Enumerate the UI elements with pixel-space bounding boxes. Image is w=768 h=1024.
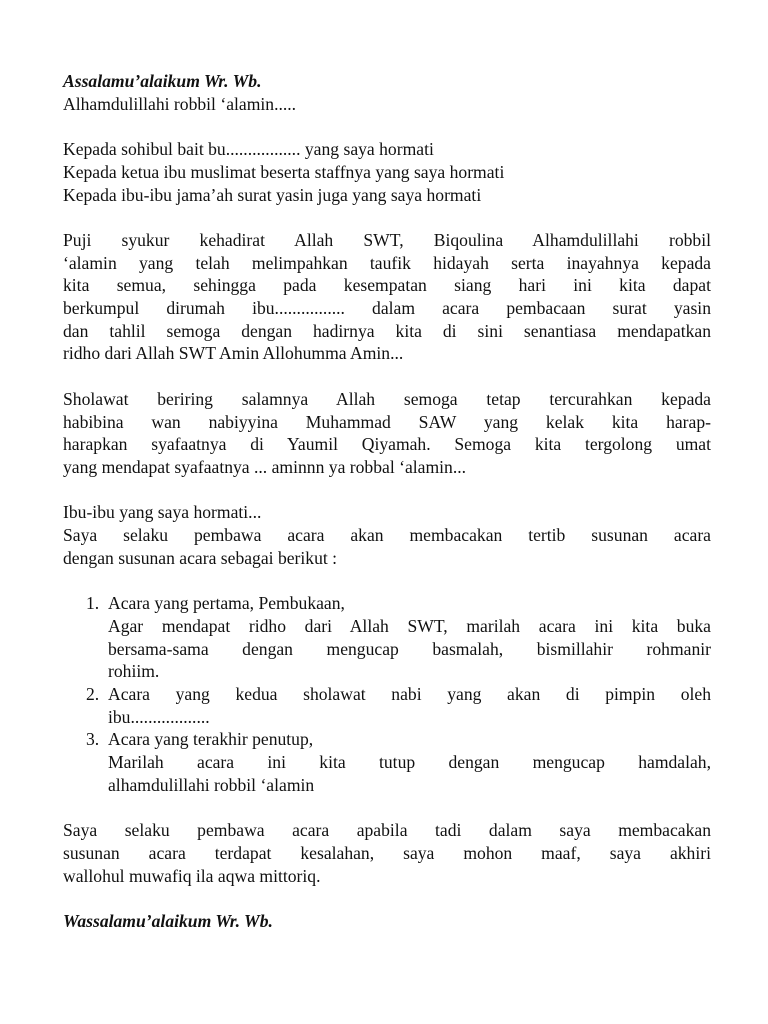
paragraph-line: yang mendapat syafaatnya ... aminnn ya robbal ‘alamin... (63, 456, 467, 477)
agenda-list (63, 592, 711, 796)
closing-salam: Wassalamu’alaikum Wr. Wb. (63, 910, 273, 931)
address-line: Ibu-ibu yang saya hormati... (63, 502, 262, 523)
paragraph-line: harapkan syafaatnya di Yaumil Qiyamah. Semoga kita tergolong umat (63, 434, 711, 455)
agenda-item (63, 592, 711, 683)
paragraph-line: wallohul muwafiq ila aqwa mittoriq. (63, 865, 321, 886)
paragraph-introduction (63, 501, 711, 569)
greeting-line: Kepada ketua ibu muslimat beserta staffnya yang saya hormati (63, 161, 505, 182)
paragraph-sholawat (63, 388, 711, 479)
agenda-line: rohiim. (108, 661, 160, 682)
paragraph-line: ‘alamin yang telah melimpahkan taufik hidayah serta inayahnya kepada (63, 252, 711, 273)
agenda-title: Acara yang terakhir penutup, (108, 729, 314, 750)
opening-block (63, 70, 711, 115)
greeting-line: Kepada sohibul bait bu................. yang saya hormati (63, 139, 434, 160)
paragraph-line: dengan susunan acara sebagai berikut : (63, 547, 338, 568)
agenda-line: Acara yang kedua sholawat nabi yang akan di pimpin oleh (108, 683, 711, 704)
opening-hamdalah: Alhamdulillahi robbil ‘alamin..... (63, 93, 297, 114)
agenda-title: Acara yang pertama, Pembukaan, (108, 593, 345, 614)
agenda-line: alhamdulillahi robbil ‘alamin (108, 774, 315, 795)
paragraph-line: habibina wan nabiyyina Muhammad SAW yang kelak kita harap- (63, 411, 711, 432)
agenda-number: 1. (86, 593, 100, 614)
agenda-item (63, 728, 711, 796)
paragraph-line: susunan acara terdapat kesalahan, saya mohon maaf, saya akhiri (63, 842, 711, 863)
closing-block (63, 910, 711, 933)
paragraph-line: Puji syukur kehadirat Allah SWT, Biqoulina Alhamdulillahi robbil (63, 229, 711, 250)
agenda-line: ibu.................. (108, 706, 210, 727)
opening-salam: Assalamu’alaikum Wr. Wb. (63, 71, 262, 91)
paragraph-line: ridho dari Allah SWT Amin Allohumma Amin... (63, 343, 404, 364)
paragraph-apology (63, 819, 711, 887)
agenda-number: 3. (86, 729, 100, 750)
greetings-block (63, 138, 711, 206)
paragraph-line: berkumpul dirumah ibu................ dalam acara pembacaan surat yasin (63, 298, 711, 318)
agenda-line: Marilah acara ini kita tutup dengan mengucap hamdalah, (108, 752, 711, 773)
paragraph-line: Saya selaku pembawa acara apabila tadi dalam saya membacakan (63, 820, 711, 841)
paragraph-line: kita semua, sehingga pada kesempatan siang hari ini kita dapat (63, 275, 711, 296)
agenda-item (63, 683, 711, 728)
agenda-line: Agar mendapat ridho dari Allah SWT, marilah acara ini kita buka (108, 615, 711, 636)
agenda-line: bersama-sama dengan mengucap basmalah, bismillahir rohmanir (108, 638, 711, 659)
paragraph-line: Saya selaku pembawa acara akan membacakan tertib susunan acara (63, 525, 711, 545)
paragraph-line: Sholawat beriring salamnya Allah semoga tetap tercurahkan kepada (63, 388, 711, 409)
greeting-line: Kepada ibu-ibu jama’ah surat yasin juga yang saya hormati (63, 184, 482, 205)
paragraph-praise (63, 229, 711, 365)
agenda-number: 2. (86, 683, 100, 704)
paragraph-line: dan tahlil semoga dengan hadirnya kita di sini senantiasa mendapatkan (63, 320, 711, 341)
